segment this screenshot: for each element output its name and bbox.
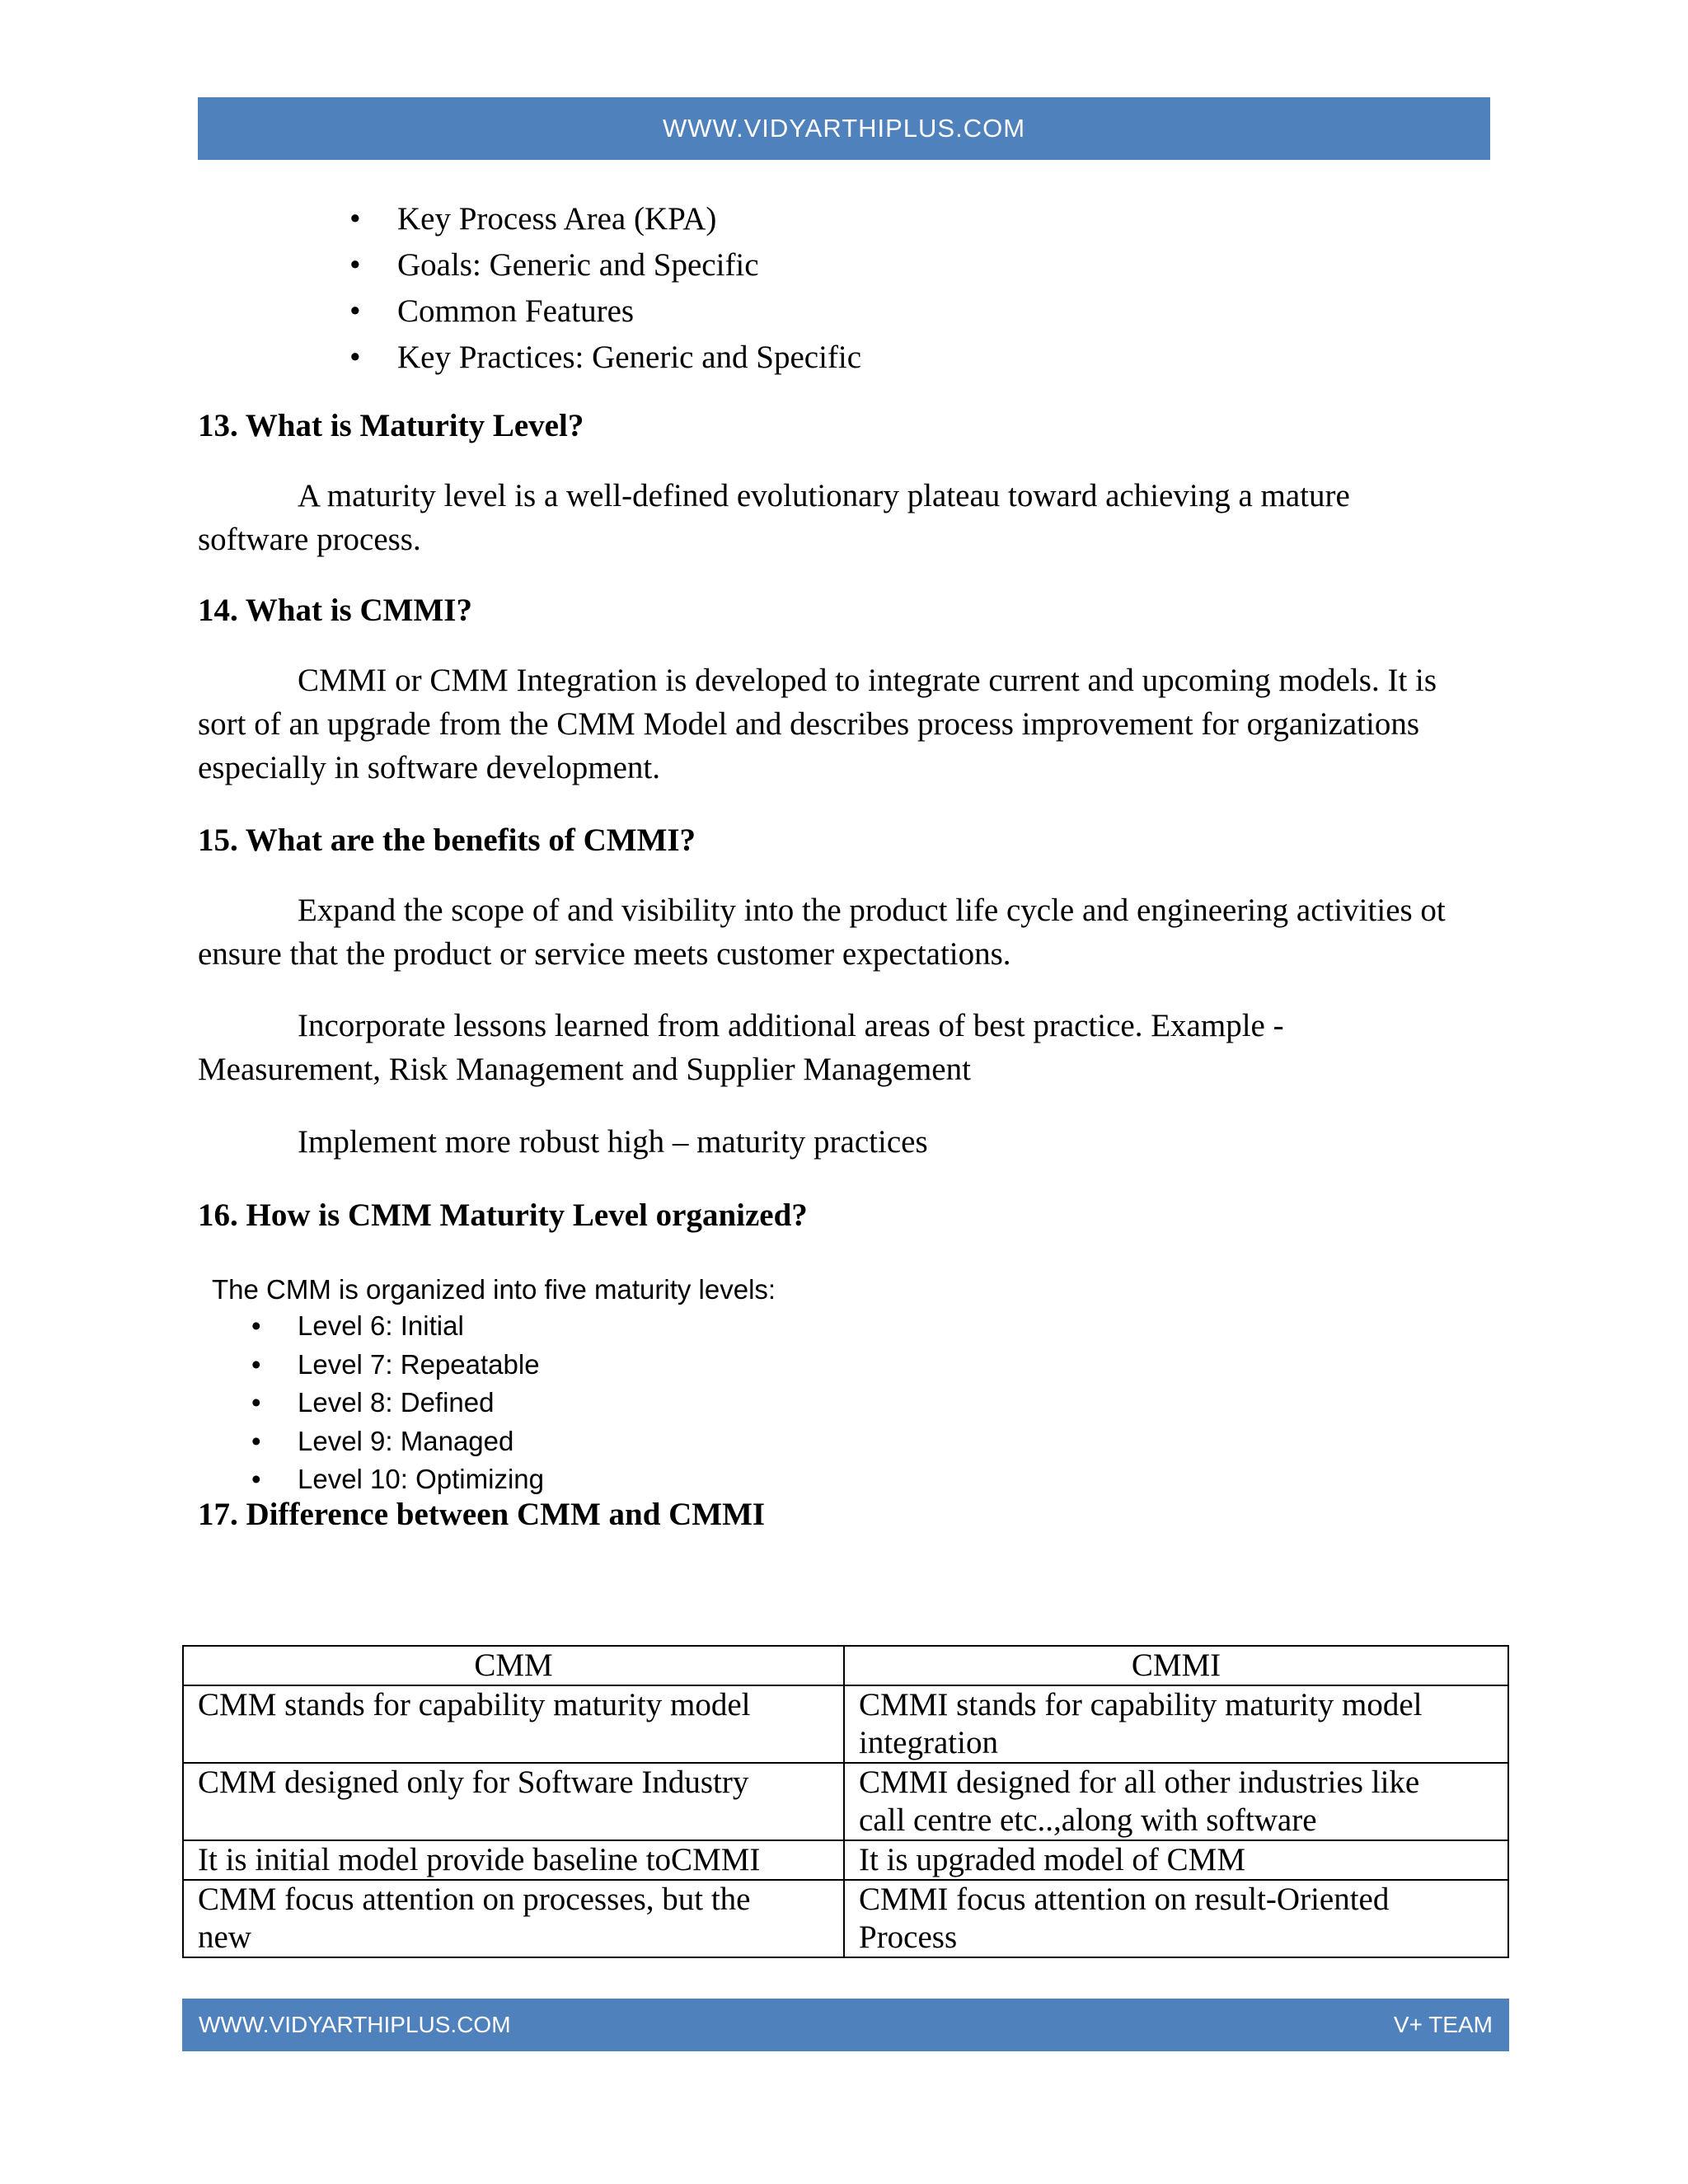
cell-line: integration <box>859 1725 998 1760</box>
cell-line: CMM designed only for Software Industry <box>198 1765 749 1800</box>
table-cell <box>844 1840 1508 1880</box>
question-15-benefit-3: Implement more robust high – maturity practices <box>298 1124 928 1160</box>
question-14-heading: 14. What is CMMI? <box>198 593 472 628</box>
cell-line: It is initial model provide baseline toCMMI <box>198 1842 761 1877</box>
cell-line: CMM stands for capability maturity model <box>198 1687 751 1722</box>
cell-line: CMMI focus attention on result-Oriented <box>859 1882 1390 1917</box>
cell-line: Process <box>859 1919 958 1955</box>
list-item: • Level 6: Initial <box>298 1307 544 1346</box>
question-15-benefit-1 <box>198 888 1500 976</box>
table-row <box>183 1840 1508 1880</box>
page-footer <box>182 1999 1509 2051</box>
paragraph-line: ensure that the product or service meets customer expectations. <box>198 936 1011 972</box>
list-item: • Goals: Generic and Specific <box>397 242 861 288</box>
list-item: • Level 8: Defined <box>298 1384 544 1422</box>
question-16-heading: 16. How is CMM Maturity Level organized? <box>198 1197 808 1233</box>
paragraph-line: sort of an upgrade from the CMM Model and describes process improvement for organizations <box>198 706 1419 742</box>
cmm-cmmi-comparison-table <box>182 1645 1509 1958</box>
table-row <box>183 1763 1508 1840</box>
paragraph-line: Measurement, Risk Management and Supplier Management <box>198 1052 971 1087</box>
footer-team-label: V+ TEAM <box>1393 2012 1493 2037</box>
table-row <box>183 1880 1508 1957</box>
list-item: • Level 7: Repeatable <box>298 1346 544 1385</box>
cell-line: call centre etc..,along with software <box>859 1802 1317 1838</box>
table-row <box>183 1685 1508 1763</box>
column-header-cmm: CMM <box>183 1646 844 1685</box>
table-cell <box>844 1763 1508 1840</box>
table-header-row <box>183 1646 1508 1685</box>
question-14-answer <box>198 658 1500 790</box>
column-header-cmmi: CMMI <box>844 1646 1508 1685</box>
kpa-bullet-list <box>397 196 861 381</box>
list-item: • Key Practices: Generic and Specific <box>397 335 861 381</box>
question-15-heading: 15. What are the benefits of CMMI? <box>198 823 696 858</box>
question-17-heading: 17. Difference between CMM and CMMI <box>198 1497 766 1532</box>
maturity-levels-intro: The CMM is organized into five maturity levels: <box>212 1274 776 1305</box>
paragraph-line: software process. <box>198 522 421 557</box>
question-15-benefit-2 <box>198 1004 1500 1091</box>
table-cell <box>183 1840 844 1880</box>
list-item: • Level 10: Optimizing <box>298 1460 544 1499</box>
cell-line: CMM focus attention on processes, but the <box>198 1882 751 1917</box>
question-13-heading: 13. What is Maturity Level? <box>198 408 584 443</box>
cell-line: new <box>198 1919 251 1955</box>
footer-site-url: WWW.VIDYARTHIPLUS.COM <box>199 2012 511 2037</box>
list-item: • Key Process Area (KPA) <box>397 196 861 242</box>
table-cell <box>844 1685 1508 1763</box>
paragraph-line: A maturity level is a well-defined evolutionary plateau toward achieving a mature <box>298 478 1350 513</box>
page-header <box>198 97 1490 160</box>
paragraph-line: Incorporate lessons learned from additional areas of best practice. Example - <box>298 1008 1284 1043</box>
maturity-levels-list <box>298 1307 544 1499</box>
cell-line: CMMI designed for all other industries like <box>859 1765 1420 1800</box>
paragraph-line: Expand the scope of and visibility into the product life cycle and engineering activities ot <box>298 893 1446 928</box>
list-item: • Level 9: Managed <box>298 1422 544 1461</box>
cell-line: CMMI stands for capability maturity model <box>859 1687 1423 1722</box>
table-cell <box>183 1685 844 1763</box>
table-cell <box>183 1763 844 1840</box>
table-cell <box>844 1880 1508 1957</box>
list-item: • Common Features <box>397 288 861 335</box>
paragraph-line: especially in software development. <box>198 750 660 785</box>
header-site-url: WWW.VIDYARTHIPLUS.COM <box>662 114 1026 143</box>
table-cell <box>183 1880 844 1957</box>
paragraph-line: CMMI or CMM Integration is developed to integrate current and upcoming models. It is <box>298 663 1437 698</box>
cell-line: It is upgraded model of CMM <box>859 1842 1246 1877</box>
question-13-answer <box>198 474 1500 561</box>
